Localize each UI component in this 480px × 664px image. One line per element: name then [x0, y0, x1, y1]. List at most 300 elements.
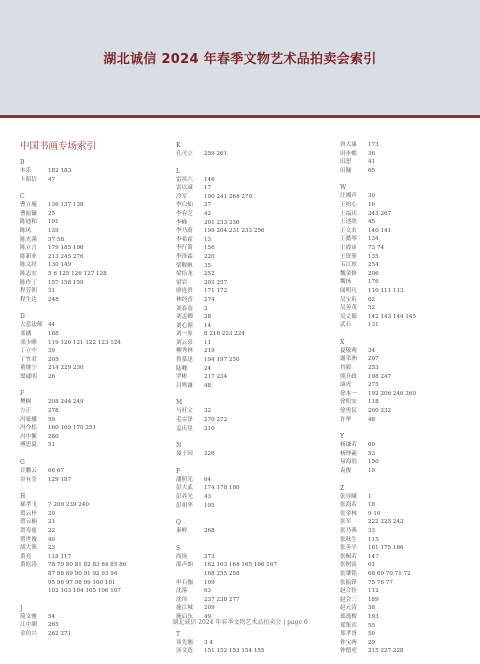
artist-name: 张军 — [340, 519, 352, 526]
index-entry — [176, 347, 316, 356]
page-numbers: 199 204 231 233 256 — [204, 228, 265, 235]
artist-name: 尚扬 — [176, 553, 188, 560]
index-letter-heading: M — [176, 399, 183, 407]
index-entry — [176, 244, 316, 253]
artist-name: 谷有荃 — [20, 476, 37, 483]
index-letter-heading: J — [20, 604, 23, 612]
index-entry — [176, 236, 316, 245]
index-letter-heading: Y — [340, 433, 344, 441]
index-entry — [176, 270, 316, 279]
index-entry — [340, 398, 470, 407]
index-group — [20, 192, 160, 304]
index-entry — [340, 561, 470, 570]
artist-name: 程芳朝 — [20, 288, 37, 295]
index-entry — [20, 167, 160, 176]
page-numbers: 130 149 — [48, 262, 72, 269]
page-numbers: 16 — [368, 201, 376, 208]
page-numbers: 237 238 277 — [204, 596, 240, 603]
index-entry — [176, 356, 316, 365]
page-numbers: 7 209 239 240 — [48, 502, 89, 509]
index-entry — [176, 527, 316, 536]
index-letter-heading: S — [176, 544, 181, 552]
index-entry — [340, 416, 470, 425]
page-numbers: 131 — [368, 322, 379, 329]
artist-name: 卜昭信 — [20, 176, 37, 183]
index-entry — [20, 398, 160, 407]
page-numbers: 157 158 159 — [48, 279, 84, 286]
index-entry — [176, 262, 316, 271]
page-numbers: 194 197 250 — [204, 357, 240, 364]
artist-name: 雷滨六 — [176, 176, 193, 183]
artist-name: 杨钟羲 — [340, 450, 357, 457]
artist-name: 李峰 — [176, 219, 188, 226]
index-group — [176, 441, 316, 459]
page-numbers: 33 — [368, 527, 376, 534]
page-numbers: 47 — [48, 176, 56, 183]
artist-name: 张海若 — [340, 502, 357, 509]
index-entry — [340, 441, 470, 450]
artist-name: 黄松涛 — [20, 562, 37, 569]
page-numbers: 129 187 — [48, 476, 72, 483]
page-numbers: 22 — [48, 528, 56, 534]
index-entry — [20, 433, 160, 442]
artist-name: 大悲法师 — [20, 322, 43, 329]
artist-name: 刘孟卿 — [176, 314, 193, 321]
index-entry — [176, 279, 316, 288]
index-entry — [176, 493, 316, 502]
artist-name: 刘春南 — [176, 305, 193, 312]
page-numbers: 162 163 164 165 166 167 168 255 258 — [204, 562, 277, 577]
artist-name: 吴丈蜀 — [340, 313, 357, 320]
page-numbers: 219 — [204, 348, 215, 355]
artist-name: 胡大巽 — [20, 545, 37, 552]
artist-name: 陈风 — [20, 227, 32, 234]
artist-name: 吕鸣谦 — [176, 382, 193, 389]
page-numbers: 5 6 125 126 127 128 — [48, 270, 107, 277]
page-numbers: 13 — [204, 236, 212, 243]
artist-name: 张导曦 — [340, 493, 357, 500]
artist-name: 赵合俭 — [340, 588, 357, 595]
artist-name: 李希霍 — [176, 236, 193, 243]
page-numbers: 51 — [48, 442, 56, 449]
index-entry — [20, 561, 160, 595]
index-entry — [340, 313, 470, 322]
page-numbers: 2 — [204, 305, 208, 312]
page-numbers: 150 — [368, 459, 379, 466]
index-entry — [340, 570, 470, 579]
artist-name: 郑逸梅 — [340, 613, 357, 620]
artist-name: 沈伟 — [176, 596, 188, 603]
artist-name: 陈新亚 — [20, 253, 37, 260]
page-numbers: 65 — [368, 167, 376, 174]
artist-name: 刘云泉 — [176, 339, 193, 346]
page-numbers: 45 — [368, 219, 376, 226]
page-numbers: 42 — [204, 210, 212, 217]
page-numbers: 147 — [368, 553, 379, 560]
artist-name: 廖连贵 — [176, 288, 193, 295]
index-letter-heading: C — [20, 193, 25, 201]
index-entry — [340, 192, 470, 201]
artist-name: 武石 — [340, 322, 352, 329]
index-entry — [176, 382, 316, 391]
artist-name: 傅思夏 — [20, 442, 37, 449]
index-letter-heading: N — [176, 442, 182, 450]
index-entry — [340, 373, 470, 382]
index-group — [340, 183, 470, 330]
index-group — [20, 158, 160, 184]
artist-name: 申石伽 — [176, 579, 193, 586]
index-group — [340, 338, 470, 424]
page-numbers: 39 — [48, 348, 56, 355]
page-numbers: 273 — [204, 553, 215, 560]
index-entry — [340, 450, 470, 459]
page-numbers: 31 — [48, 288, 56, 295]
index-entry — [340, 518, 470, 527]
index-group — [340, 484, 470, 656]
artist-name: 陈立言 — [20, 245, 37, 252]
index-entry — [176, 330, 316, 339]
artist-name: 彭祖华 — [176, 502, 193, 509]
artist-name: 夏敬观 — [340, 347, 357, 354]
index-entry — [176, 647, 316, 656]
page-numbers: 265 — [48, 622, 59, 629]
artist-name: 董继宁 — [20, 365, 37, 372]
artist-name: 梁鞍帆 — [176, 262, 193, 269]
index-entry — [20, 201, 160, 210]
index-entry — [340, 201, 470, 210]
index-entry — [340, 544, 470, 553]
index-entry — [20, 330, 160, 339]
page-numbers: 48 — [368, 416, 376, 423]
artist-name: 张秋生 — [340, 536, 357, 543]
page-numbers: 25 — [48, 210, 56, 217]
index-column-2 — [176, 141, 316, 664]
page-numbers: 52 — [368, 305, 376, 312]
page-numbers: 213 245 276 — [48, 253, 84, 260]
artist-name: 张树南 — [340, 562, 357, 569]
index-entry — [340, 501, 470, 510]
artist-name: 徐勇民 — [340, 408, 357, 415]
page-numbers: 18 — [368, 502, 376, 509]
index-entry — [176, 407, 316, 416]
page-numbers: 215 227 228 — [368, 648, 404, 655]
section-title: 中国书画专场索引 — [20, 141, 97, 152]
page-numbers: 3 4 — [204, 639, 213, 646]
page-numbers: 190 241 264 279 — [204, 193, 253, 200]
artist-name: 方正 — [20, 408, 32, 415]
artist-name: 郝孝飞 — [20, 502, 37, 509]
page-numbers: 252 — [204, 271, 215, 278]
artist-name: 邓少峰 — [20, 339, 37, 346]
artist-name: 张乃燕 — [340, 527, 357, 534]
page-numbers: 182 183 — [48, 168, 72, 174]
index-entry — [340, 510, 470, 519]
index-column-3 — [340, 141, 470, 664]
page-numbers: 64 — [204, 476, 212, 483]
artist-name: 陈义经 — [20, 262, 37, 269]
index-letter-heading: B — [20, 159, 25, 166]
page-numbers: 26 — [48, 373, 56, 380]
artist-name: 贺世俊 — [20, 536, 37, 543]
page-numbers: 30 — [368, 193, 376, 200]
page-numbers: 32 — [204, 408, 212, 415]
page-numbers: 210 — [204, 425, 215, 432]
index-entry — [340, 253, 470, 262]
index-group — [20, 389, 160, 450]
index-entry — [340, 553, 470, 562]
index-entry — [176, 553, 316, 562]
index-entry — [20, 476, 160, 485]
artist-name: 汪湘声 — [340, 193, 357, 200]
page-numbers: 119 120 121 122 123 124 — [48, 339, 121, 346]
index-entry — [20, 279, 160, 288]
page-numbers: 62 — [368, 296, 376, 303]
page-numbers: 136 137 138 — [48, 202, 84, 209]
page-numbers: 201 233 236 — [204, 219, 240, 226]
index-entry — [340, 218, 470, 227]
page-numbers: 63 — [204, 588, 212, 595]
artist-name: 田恕 — [340, 159, 352, 166]
index-entry — [176, 365, 316, 374]
index-entry — [20, 176, 160, 185]
index-group — [176, 467, 316, 510]
artist-name: 张振铎 — [340, 579, 357, 586]
page-numbers: 195 — [204, 502, 215, 509]
index-entry — [176, 219, 316, 228]
page-numbers: 17 — [204, 185, 212, 192]
index-group — [20, 312, 160, 381]
artist-name: 江中潮 — [20, 622, 37, 629]
index-entry — [340, 596, 470, 605]
index-entry — [340, 158, 470, 167]
artist-name: 李春芝 — [176, 210, 193, 217]
artist-name: 陈迪和 — [20, 219, 37, 226]
artist-name: 张肇铭 — [340, 570, 357, 577]
index-letter-heading: Z — [340, 484, 345, 492]
index-entry — [340, 604, 470, 613]
index-letter-heading: L — [176, 167, 180, 175]
page-numbers: 253 — [368, 365, 379, 372]
artist-name: 梁培龙 — [176, 271, 193, 278]
artist-name: 徐松安 — [340, 399, 357, 406]
artist-name: 陈作丁 — [20, 279, 37, 286]
artist-name: 施江城 — [176, 605, 193, 612]
artist-name: 杨谦若 — [340, 442, 357, 449]
artist-name: 王柏心 — [340, 201, 357, 208]
artist-name: 田步蟾 — [340, 150, 357, 157]
page-numbers: 78 79 80 81 82 83 84 85 86 87 88 89 90 91 92 93 94 95 96 97 98 99 100 101 102 103 104 105 106 107 — [48, 562, 127, 595]
page-numbers: 142 143 144 145 — [368, 313, 417, 320]
index-entry — [340, 647, 470, 656]
page-numbers: 118 — [368, 399, 379, 406]
artist-name: 郑孝胥 — [340, 631, 357, 638]
artist-name: 陈志宏 — [20, 270, 37, 277]
index-group — [20, 458, 160, 484]
page-numbers: 11 — [204, 339, 212, 346]
artist-name: 贺云梓 — [20, 510, 37, 517]
index-entry — [20, 373, 160, 382]
index-entry — [20, 339, 160, 348]
page-numbers: 139 — [48, 227, 59, 234]
index-entry — [340, 458, 470, 467]
index-letter-heading: Q — [176, 519, 181, 527]
index-entry — [340, 381, 470, 390]
index-entry — [340, 210, 470, 219]
artist-name: 刘心源 — [176, 322, 193, 329]
artist-name: 马旺文 — [176, 408, 193, 415]
page-numbers: 248 — [48, 296, 59, 303]
page-numbers: 174 178 180 — [204, 485, 240, 492]
artist-name: 刘一原 — [176, 331, 193, 338]
index-group — [340, 141, 470, 175]
index-group — [176, 544, 316, 622]
page-numbers: 61 — [368, 562, 376, 569]
artist-name: 李乃蔚 — [176, 228, 193, 235]
index-entry — [340, 141, 470, 150]
artist-name: 本乐 — [20, 168, 32, 174]
artist-name: 许华 — [340, 416, 352, 423]
index-letter-heading: G — [20, 459, 25, 467]
artist-name: 冯今松 — [20, 425, 37, 432]
artist-name: 毛宗泽 — [176, 417, 193, 424]
index-group — [176, 518, 316, 536]
index-entry — [20, 518, 160, 527]
artist-name: 贺寿慈 — [20, 528, 37, 534]
page-numbers: 21 — [48, 519, 56, 526]
index-entry — [20, 296, 160, 305]
artist-name: 闻明凡 — [340, 287, 357, 294]
index-entry — [340, 536, 470, 545]
index-letter-heading: W — [340, 184, 347, 192]
artist-name: 徐本一 — [340, 390, 357, 397]
index-letter-heading: H — [20, 493, 26, 501]
index-letter-heading: D — [20, 313, 25, 321]
index-entry — [340, 587, 470, 596]
index-entry — [20, 210, 160, 219]
page-numbers: 44 — [48, 322, 56, 329]
page-numbers: 207 — [368, 356, 379, 363]
index-group — [20, 492, 160, 596]
artist-name: 唐大康 — [340, 142, 357, 148]
artist-name: 梁岩 — [176, 279, 188, 286]
index-entry — [340, 278, 470, 287]
index-entry — [176, 484, 316, 493]
page-numbers: 278 — [48, 408, 59, 415]
index-group — [340, 432, 470, 475]
page-numbers: 193 — [368, 613, 379, 620]
artist-name: 王述欣 — [340, 219, 357, 226]
page-numbers: 200 232 — [368, 408, 392, 415]
index-entry — [20, 416, 160, 425]
page-numbers: 68 69 70 71 72 — [368, 570, 411, 577]
artist-name: 雷以诚 — [176, 185, 193, 192]
page-numbers: 34 — [368, 347, 376, 354]
page-numbers: 43 — [204, 494, 212, 500]
artist-name: 施启东 — [176, 613, 193, 620]
index-entry — [20, 441, 160, 450]
index-entry — [176, 176, 316, 185]
page-numbers: 156 — [204, 245, 215, 252]
artist-name: 陈光溪 — [20, 236, 37, 243]
artist-name: 李白仙 — [176, 202, 193, 209]
index-entry — [20, 424, 160, 433]
index-entry — [340, 467, 470, 476]
index-entry — [20, 407, 160, 416]
page-numbers: 274 — [204, 296, 215, 303]
artist-name: 康虎 — [340, 382, 352, 389]
page-numbers: 259 261 — [204, 151, 228, 157]
page-numbers: 214 229 230 — [48, 365, 84, 372]
index-entry — [20, 527, 160, 536]
page-numbers: 53 — [368, 450, 376, 457]
artist-name: 钟宝两 — [340, 639, 357, 646]
index-entry — [340, 321, 470, 330]
index-entry — [340, 579, 470, 588]
page-numbers: 57 58 — [48, 236, 65, 243]
page-numbers: 270 272 — [204, 417, 228, 424]
artist-name: 张桐若 — [340, 553, 357, 560]
page-numbers: 19 — [368, 468, 376, 474]
page-numbers: 280 — [48, 433, 59, 440]
index-entry — [20, 261, 160, 270]
page-footer: 湖北诚信 2024 年春季文物艺术品拍卖会 | page 6 — [172, 619, 308, 626]
artist-name: 张金林 — [340, 510, 357, 517]
page-numbers: 8 216 223 224 — [204, 331, 245, 338]
index-entry — [176, 502, 316, 511]
index-group — [176, 167, 316, 391]
artist-name: 冷军 — [176, 193, 188, 200]
index-entry — [176, 416, 316, 425]
index-column-1 — [20, 141, 160, 647]
page-numbers: 41 — [368, 159, 376, 166]
artist-name: 丁立中 — [20, 348, 37, 355]
artist-name: 韦江琼 — [340, 262, 357, 269]
index-entry — [176, 561, 316, 578]
page-numbers: 198 247 — [368, 373, 392, 380]
index-entry — [340, 304, 470, 313]
artist-name: 罗彬 — [176, 374, 188, 381]
index-entry — [176, 296, 316, 305]
index-entry — [340, 296, 470, 305]
index-entry — [340, 364, 470, 373]
page-numbers: 28 — [204, 314, 212, 321]
artist-name: 熊开政 — [340, 373, 357, 380]
artist-name: 邵声朗 — [176, 562, 193, 569]
artist-name: 谢采洲 — [340, 356, 357, 363]
index-entry — [340, 527, 470, 536]
index-group — [176, 630, 316, 656]
artist-name: 郑集宾 — [340, 622, 357, 629]
artist-name: 曹立庵 — [20, 202, 37, 209]
artist-name: 丁竹君 — [20, 356, 37, 363]
index-entry — [20, 356, 160, 365]
index-entry — [20, 287, 160, 296]
index-entry — [340, 347, 470, 356]
page-numbers: 275 — [368, 382, 379, 389]
artist-name: 彭养光 — [176, 494, 193, 500]
artist-name: 贺云楠 — [20, 519, 37, 526]
index-entry — [20, 510, 160, 519]
page-numbers: 191 — [48, 219, 59, 226]
artist-name: 沈落 — [176, 588, 188, 595]
artist-name: 王懿琴 — [340, 236, 357, 243]
page-numbers: 220 — [204, 253, 215, 260]
index-entry — [20, 536, 160, 545]
artist-name: 邓涵 — [20, 330, 32, 337]
page-numbers: 254 — [368, 262, 379, 269]
artist-name: 王福庆 — [340, 210, 357, 217]
page-numbers: 49 — [204, 613, 212, 620]
